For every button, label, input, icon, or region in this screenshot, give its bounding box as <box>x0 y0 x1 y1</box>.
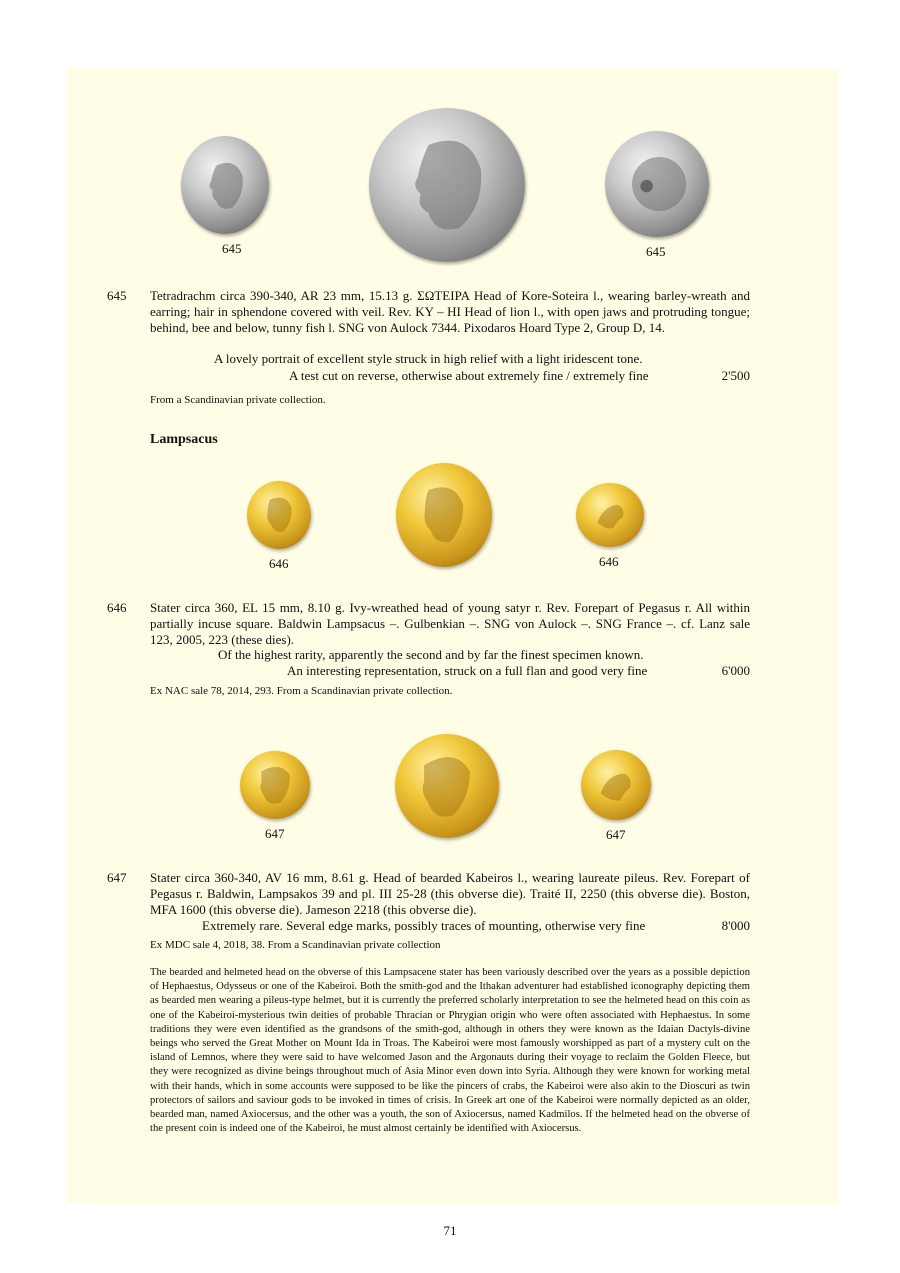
coin-647-reverse-label: 647 <box>606 827 626 842</box>
coin-645-obverse-label: 645 <box>222 241 242 256</box>
lot-estimate: 2'500 <box>721 368 750 383</box>
lot-description: Stater circa 360-340, AV 16 mm, 8.61 g. Head of bearded Kabeiros l., wearing laureate pileus. Rev. Forepart of Pegasus r. Baldwin, Lampsakos 39 and pl. III 25-28 (this obverse die). Traité II, 2250 (this obverse die). Boston, MFA 1600 (this obverse die). Jameson 2218 (this obverse die). <box>150 870 750 917</box>
coin-645-obverse-enlarged-image <box>369 108 525 262</box>
lot-estimate: 6'000 <box>721 663 750 678</box>
lot-number: 645 <box>107 288 127 303</box>
coin-647-obverse-label: 647 <box>265 826 285 841</box>
lot-commentary: The bearded and helmeted head on the obverse of this Lampsacene stater has been variously described over the years as a possible depiction of Hephaestus, Odysseus or one of the Kabeiroi. Both the smith-god and the Ithakan adventurer had established iconography depicting them as bearded men wearing a pileus-type helmet, but it is currently the preferred scholarly interpretation to see the helmeted head on this coin as one of the Kabeiroi-mysterious twin deities of probable Thracian or Phrygian origin who were often associated with Hephaestus. In some traditions they were even identified as the grandsons of the smith-god, although in others they were known as the Idaian Dactyls-divine beings who served the Great Mother on Mount Ida in Troas. The Kabeiroi were most famously worshipped as part of a mystery cult on the island of Lemnos, where they were said to have welcomed Jason and the Argonauts during their voyage to reclaim the Golden Fleece, but they were recognized as divine beings throughout much of Asia Minor even down into Syria. Although they were known for working metal with their hands, which in some accounts were supposed to be like the pincers of crabs, the Kabeiroi were also akin to the Dioscuri as twin protectors of sailors and saviour gods to be invoked in times of crisis. In Greek art one of the Kabeiroi were normally depicted as an older, bearded man, named Axiocersus, and the other was a youth, the son of Axiocersus, named Kadmilos. If the helmeted head on the obverse of the present coin is indeed one of the Kabeiroi, he must almost certainly be identified with Axiocersus. <box>150 967 750 1135</box>
lot-remark: A lovely portrait of excellent style struck in high relief with a light iridescent tone. <box>214 351 643 366</box>
coin-646-reverse-image <box>576 483 644 547</box>
lot-provenance: Ex NAC sale 78, 2014, 293. From a Scandinavian private collection. <box>150 685 453 697</box>
lot-condition: A test cut on reverse, otherwise about extremely fine / extremely fine <box>289 368 649 383</box>
coin-645-reverse-image <box>605 131 709 237</box>
section-heading: Lampsacus <box>150 432 218 447</box>
coin-647-obverse-enlarged-image <box>395 734 499 838</box>
lot-number: 646 <box>107 600 127 615</box>
coin-646-obverse-enlarged-image <box>396 463 492 567</box>
lot-provenance: Ex MDC sale 4, 2018, 38. From a Scandinavian private collection <box>150 939 441 951</box>
coin-646-reverse-label: 646 <box>599 554 619 569</box>
coin-646-obverse-label: 646 <box>269 556 289 571</box>
lot-description: Stater circa 360, EL 15 mm, 8.10 g. Ivy-wreathed head of young satyr r. Rev. Forepart of Pegasus r. All within partially incuse square. Baldwin Lampsacus –. Gulbenkian –. SNG von Aulock –. SNG France –. cf. Lanz sale 123, 2005, 223 (these dies). <box>150 600 750 647</box>
lot-estimate: 8'000 <box>721 918 750 933</box>
coin-647-obverse-image <box>240 751 310 819</box>
lot-number: 647 <box>107 870 127 885</box>
coin-645-obverse-image <box>181 136 269 234</box>
lot-description: Tetradrachm circa 390-340, AR 23 mm, 15.13 g. ΣΩΤΕΙΡΑ Head of Kore-Soteira l., wearing barley-wreath and earring; hair in sphendone covered with veil. Rev. ΚΥ – ΗΙ Head of lion l., with open jaws and protruding tongue; behind, bee and below, tunny fish l. SNG von Aulock 7344. Pixodaros Hoard Type 2, Group D, 14. <box>150 288 750 335</box>
lot-remark: Of the highest rarity, apparently the second and by far the finest specimen known. <box>218 647 644 662</box>
lot-provenance: From a Scandinavian private collection. <box>150 394 326 406</box>
coin-647-reverse-image <box>581 750 651 820</box>
coin-645-reverse-label: 645 <box>646 244 666 259</box>
coin-646-obverse-image <box>247 481 311 549</box>
lot-condition: An interesting representation, struck on a full flan and good very fine <box>287 663 648 678</box>
lot-condition: Extremely rare. Several edge marks, possibly traces of mounting, otherwise very fine <box>202 918 646 933</box>
page-number: 71 <box>443 1223 457 1238</box>
